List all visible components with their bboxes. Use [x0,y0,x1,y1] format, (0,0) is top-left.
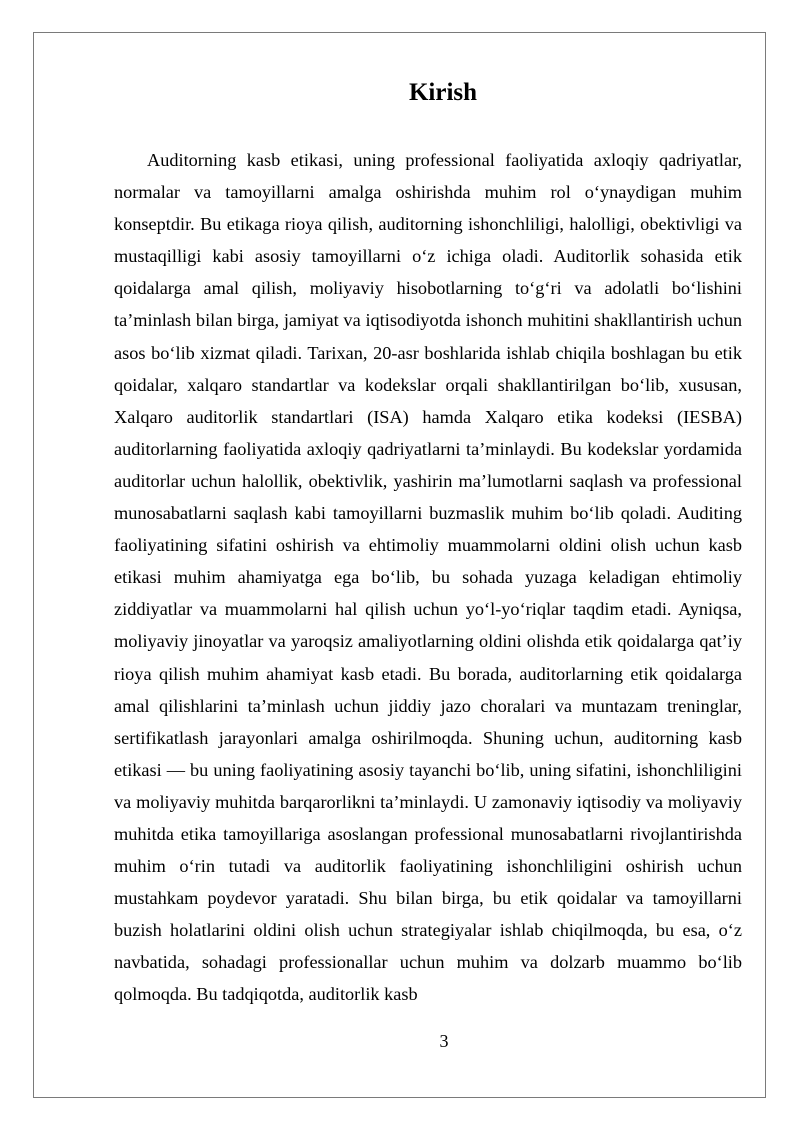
section-heading: Kirish [408,79,478,106]
page-number: 3 [439,1031,449,1051]
body-paragraph: Auditorning kasb etikasi, uning professional faoliyatida axloqiy qadriyatlar, normalar va tamoyillarni amalga oshirishda muhim rol o‘ynaydigan muhim konseptdir. Bu etikaga rioya qilish, auditorning ishonchliligi, halolligi, obektivligi va mustaqilligi kabi asosiy tamoyillarni o‘z ichiga oladi. Auditorlik sohasida etik qoidalarga amal qilish, moliyaviy hisobotlarning to‘g‘ri va adolatli bo‘lishini ta’minlash bilan birga, jamiyat va iqtisodiyotda ishonch muhitini shakllantirish uchun asos bo‘lib xizmat qiladi. Tarixan, 20-asr boshlarida ishlab chiqila boshlagan bu etik qoidalar, xalqaro standartlar va kodekslar orqali shakllantirilgan bo‘lib, xususan, Xalqaro auditorlik standartlari (ISA) hamda Xalqaro etika kodeksi (IESBA) auditorlarning faoliyatida axloqiy qadriyatlarni ta’minlaydi. Bu kodekslar yordamida auditorlar uchun halollik, obektivlik, yashirin ma’lumotlarni saqlash va professional munosabatlarni saqlash kabi tamoyillarni buzmaslik muhim bo‘lib qoladi. Auditing faoliyatining sifatini oshirish va ehtimoliy muammolarni oldini olish uchun kasb etikasi muhim ahamiyatga ega bo‘lib, bu sohada yuzaga keladigan ehtimoliy ziddiyatlar va muammolarni hal qilish uchun yo‘l-yo‘riqlar taqdim etadi. Ayniqsa, moliyaviy jinoyatlar va yaroqsiz amaliyotlarning oldini olishda etik qoidalarga qat’iy rioya qilish muhim ahamiyat kasb etadi. Bu borada, auditorlarning etik qoidalarga amal qilishlarini ta’minlash uchun jiddiy jazo choralari va muntazam treninglar, sertifikatlash jarayonlari amalga oshirilmoqda. Shuning uchun, auditorning kasb etikasi — bu uning faoliyatining asosiy tayanchi bo‘lib, uning sifatini, ishonchliligini va moliyaviy muhitda barqarorlikni ta’minlaydi. U zamonaviy iqtisodiy va moliyaviy muhitda etika tamoyillariga asoslangan professional munosabatlarni rivojlantirishda muhim o‘rin tutadi va auditorlik faoliyatining ishonchliligini oshirish uchun mustahkam poydevor yaratadi. Shu bilan birga, bu etik qoidalar va tamoyillarni buzish holatlarini oldini olish uchun strategiyalar ishlab chiqilmoqda, bu esa, o‘z navbatida, sohadagi professionallar uchun muhim va dolzarb muammo bo‘lib qolmoqda. Bu tadqiqotda, auditorlik kasb [114,150,742,1005]
page-content [114,73,742,1043]
